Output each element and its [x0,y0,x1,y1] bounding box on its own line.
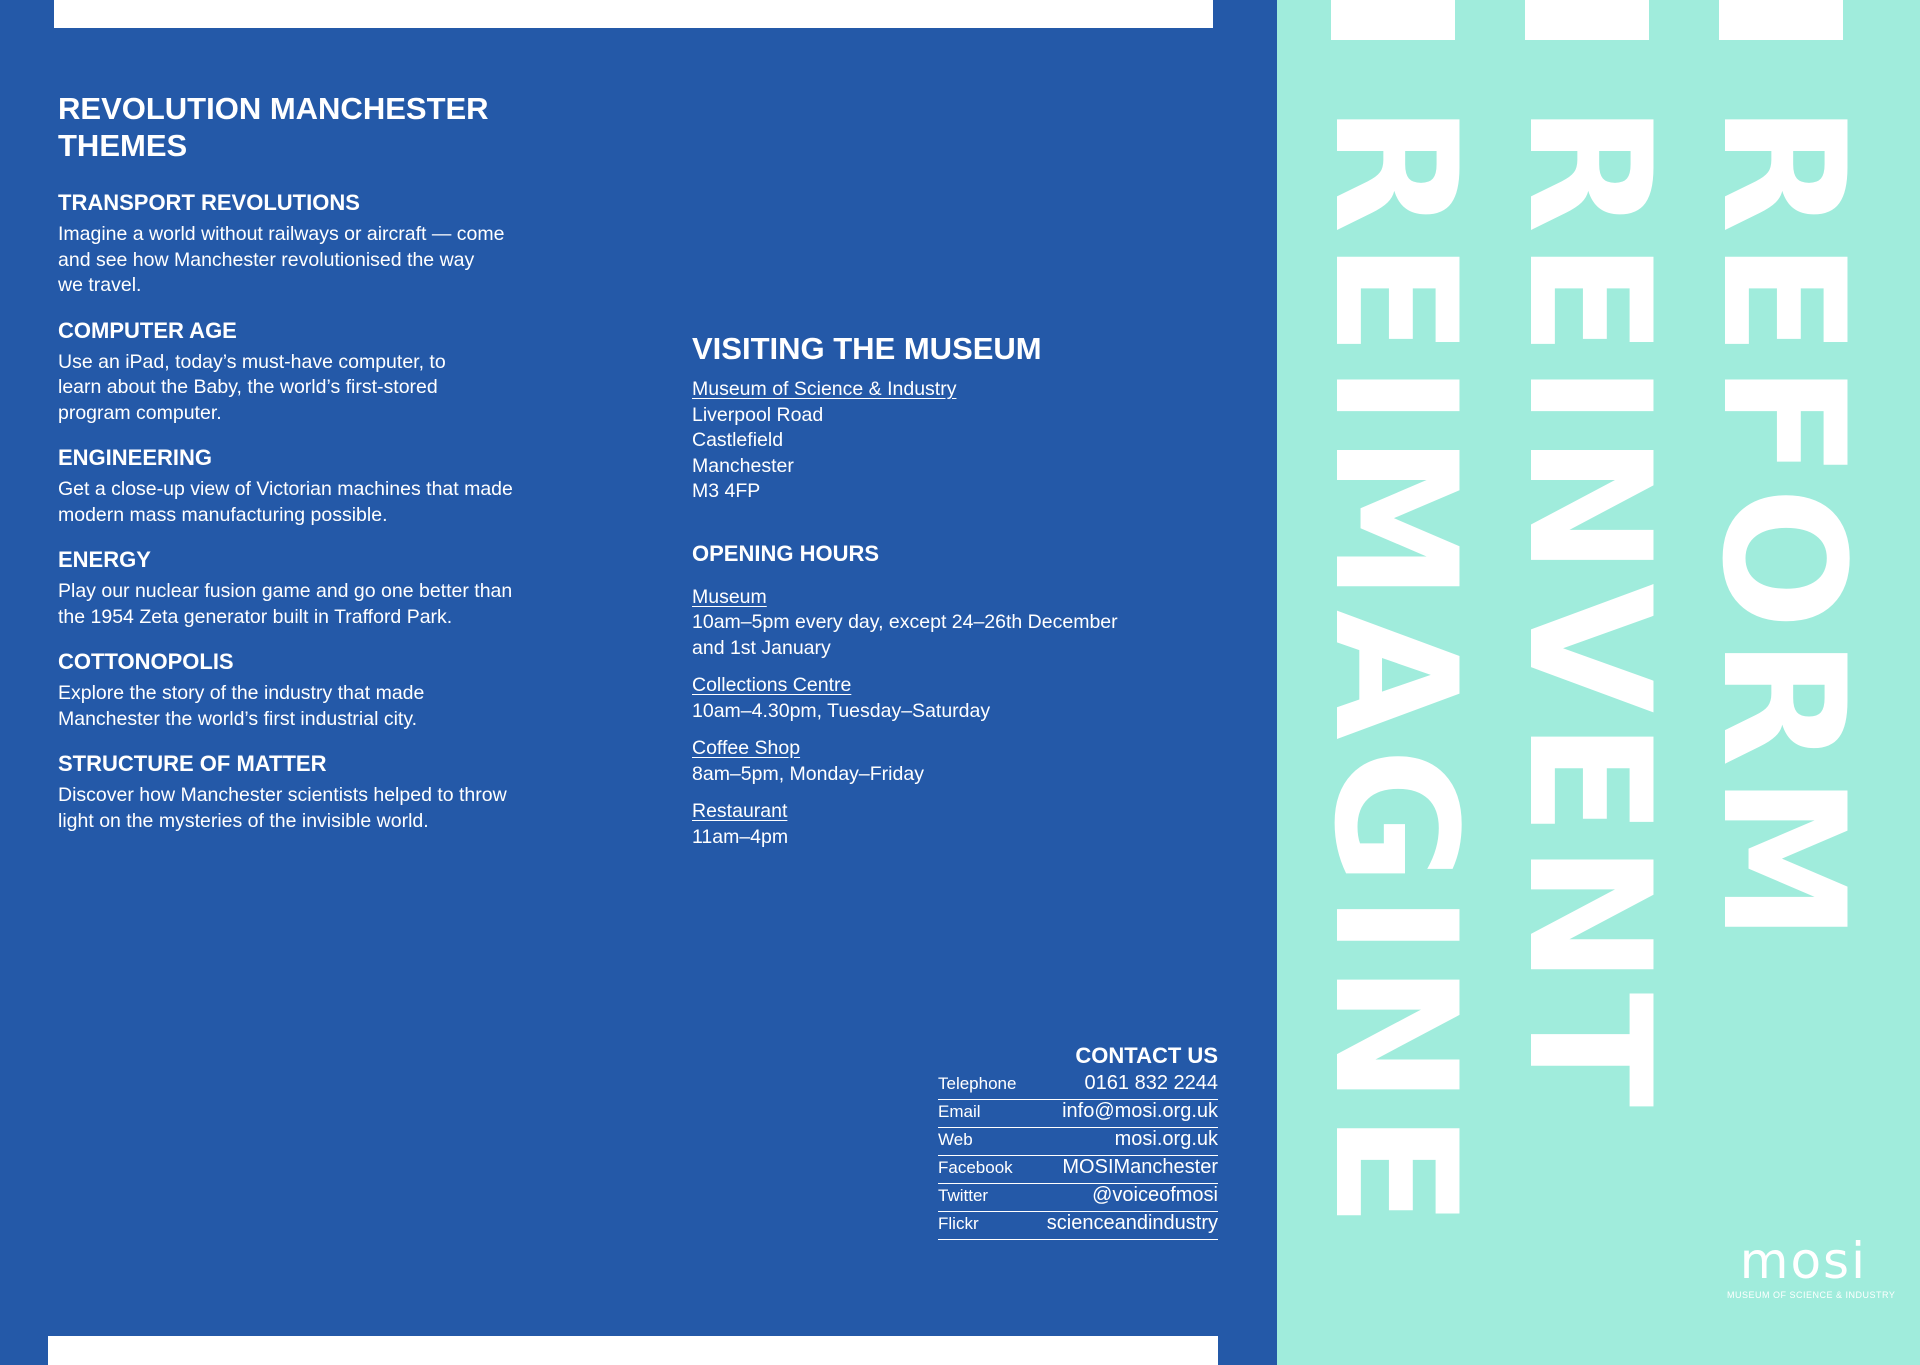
contact-row-facebook [938,1156,1218,1184]
theme-heading: COMPUTER AGE [58,317,237,343]
address-line: Manchester [692,454,794,477]
contact-label: Facebook [938,1158,1013,1177]
cover-word-text: REINVENT [1491,104,1687,1116]
hours-line: 8am–5pm, Monday–Friday [692,762,924,785]
theme-transport-revolutions [58,190,598,299]
contact-row-twitter [938,1184,1218,1212]
theme-line: we travel. [58,274,142,296]
contact-value-email[interactable]: info@mosi.org.uk [1062,1100,1218,1122]
museum-name-link[interactable]: Museum of Science & Industry [692,378,957,400]
contact-row-email [938,1100,1218,1128]
theme-line: program computer. [58,401,222,424]
theme-description [58,350,598,427]
themes-section [58,90,598,853]
theme-description [58,681,598,732]
theme-structure-of-matter [58,751,598,834]
contact-label: Web [938,1130,973,1149]
cover-word-reimagine [1297,0,1493,1365]
theme-line: learn about the Baby, the world’s first-stored [58,376,438,398]
contact-value-telephone[interactable]: 0161 832 2244 [1084,1072,1218,1094]
cover-word-text: REIMAGINE [1297,104,1493,1236]
theme-line: Manchester the world’s first industrial city. [58,707,418,730]
themes-title-line-1: REVOLUTION MANCHESTER [58,91,489,126]
contact-title: CONTACT US [1075,1043,1218,1068]
theme-energy [58,547,598,630]
hours-line: 11am–4pm [692,825,789,848]
hours-museum [692,585,1212,662]
theme-line: Use an iPad, today’s must-have computer, to [58,350,446,373]
cover-panel [1277,0,1920,1365]
cover-word-text: REFORM [1685,104,1881,951]
theme-heading: STRUCTURE OF MATTER [58,751,327,776]
hours-name: Coffee Shop [692,737,801,759]
visiting-title: VISITING THE MUSEUM [692,331,1042,366]
contact-row-flickr [938,1212,1218,1240]
contact-row-web [938,1128,1218,1156]
theme-line: Discover how Manchester scientists helped to throw [58,784,507,806]
theme-line: Imagine a world without railways or aircraft — come [58,223,505,245]
cover-word-reform [1685,0,1896,1365]
address-line: Castlefield [692,429,784,451]
contact-label: Twitter [938,1186,989,1205]
museum-address [692,377,1212,505]
theme-heading: COTTONOPOLIS [58,649,234,674]
theme-cottonopolis [58,649,598,732]
hours-line: and 1st January [692,636,831,659]
theme-description [58,783,598,834]
contact-section [938,1042,1218,1240]
visiting-section [692,330,1212,862]
cover-bar [1525,0,1649,40]
theme-line: Play our nuclear fusion game and go one better than [58,580,513,602]
theme-description [58,579,598,630]
theme-line: and see how Manchester revolutionised the way [58,248,475,271]
top-white-bar [54,0,1213,28]
hours-name: Restaurant [692,800,788,822]
bottom-white-bar [48,1336,1218,1365]
contact-label: Telephone [938,1074,1017,1093]
theme-line: light on the mysteries of the invisible world. [58,809,429,832]
address-line: Liverpool Road [692,403,824,426]
theme-line: the 1954 Zeta generator built in Trafford Park. [58,605,453,628]
contact-label: Flickr [938,1214,979,1233]
theme-heading: TRANSPORT REVOLUTIONS [58,190,360,215]
contact-value-web[interactable]: mosi.org.uk [1114,1128,1218,1150]
contact-label: Email [938,1102,981,1121]
opening-hours-title: OPENING HOURS [692,540,880,566]
hours-line: 10am–5pm every day, except 24–26th December [692,611,1118,633]
hours-coffee-shop [692,736,1212,787]
mosi-logo [1727,1232,1896,1300]
themes-title-line-2: THEMES [58,128,188,163]
hours-name: Collections Centre [692,674,852,696]
hours-line: 10am–4.30pm, Tuesday–Saturday [692,699,991,722]
theme-heading: ENERGY [58,547,151,572]
logo-mark: mosi [1739,1232,1867,1290]
logo-subtitle: MUSEUM OF SCIENCE & INDUSTRY [1727,1290,1896,1300]
hours-collections-centre [692,673,1212,724]
cover-bar [1719,0,1843,40]
theme-line: Explore the story of the industry that made [58,682,425,704]
contact-value-flickr[interactable]: scienceandindustry [1046,1212,1218,1234]
cover-word-reinvent [1491,0,1687,1365]
hours-restaurant [692,799,1212,850]
contact-value-twitter[interactable]: @voiceofmosi [1092,1184,1218,1206]
theme-heading: ENGINEERING [58,445,213,470]
theme-description [58,222,598,299]
theme-line: modern mass manufacturing possible. [58,503,388,526]
themes-title [58,90,598,164]
contact-value-facebook[interactable]: MOSIManchester [1062,1156,1218,1178]
cover-bar [1331,0,1455,40]
hours-name: Museum [692,585,767,608]
theme-description [58,477,598,528]
address-line: M3 4FP [692,480,761,502]
theme-computer-age [58,318,598,427]
contact-row-telephone [938,1072,1218,1100]
theme-line: Get a close-up view of Victorian machines that made [58,478,513,500]
theme-engineering [58,445,598,528]
